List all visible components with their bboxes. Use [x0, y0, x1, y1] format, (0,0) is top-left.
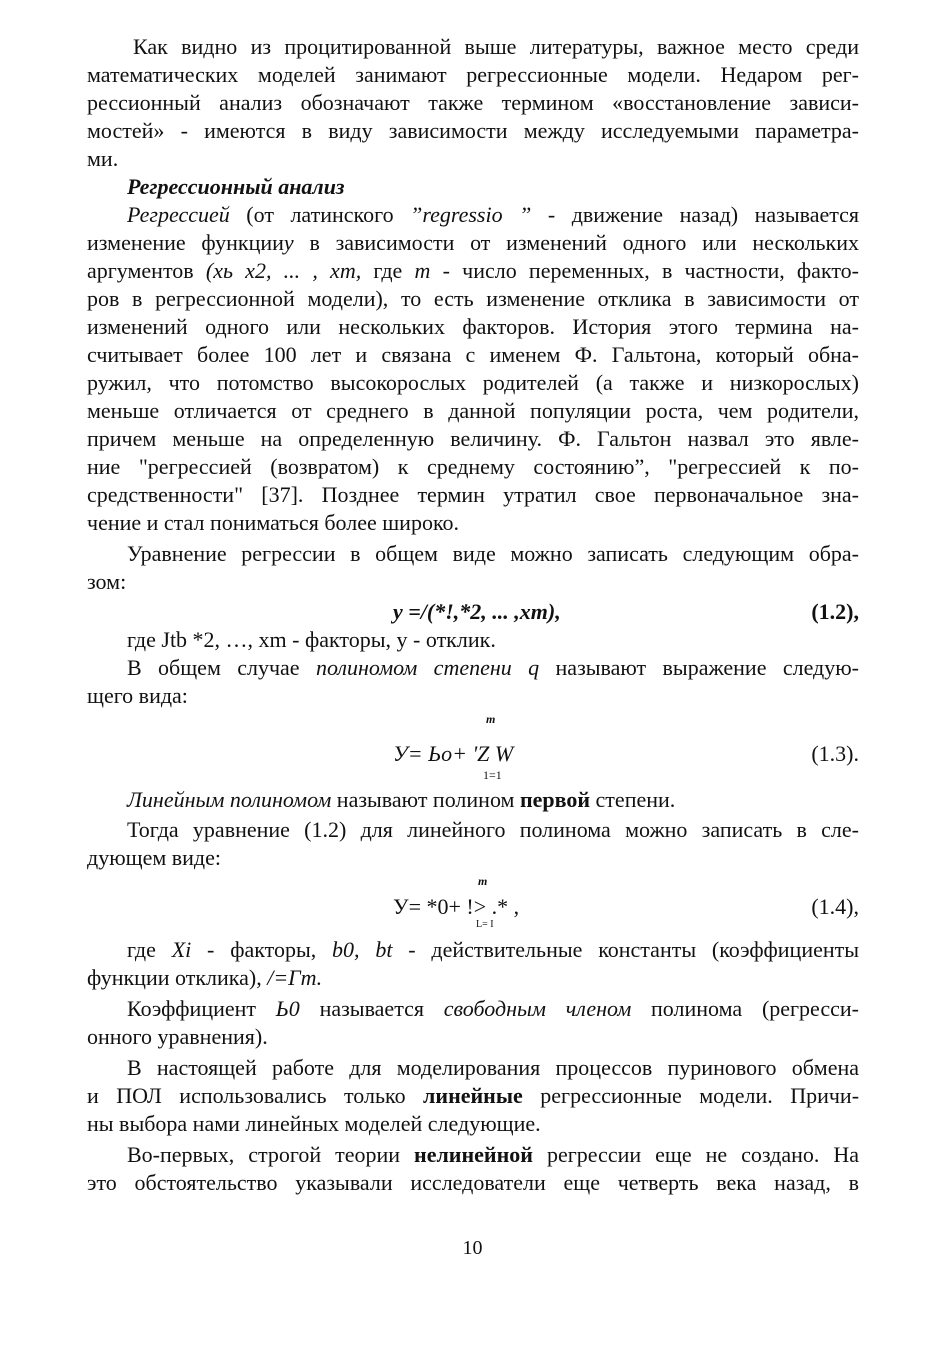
paragraph-line: В настоящей работе для моделирования процессов пуринового обмена — [127, 1055, 859, 1080]
paragraph-line: причем меньше на определенную величину. Ф. Гальтон назвал это явле- — [87, 426, 859, 451]
paragraph-line: ров в регрессионной модели), то есть изменение отклика в зависимости от — [87, 286, 859, 311]
paragraph-line: Уравнение регрессии в общем виде можно записать следующим обра- — [127, 541, 859, 566]
paragraph-line: это обстоятельство указывали исследователи еще четверть века назад, в — [87, 1170, 859, 1195]
equation-1-2: y =/(*!,*2, ... ,xm), — [393, 599, 561, 624]
sum-lower-limit: L= I — [476, 919, 494, 930]
sum-lower-limit: 1=1 — [483, 768, 502, 782]
paragraph-line: где Xi - факторы, b0, bt - действительные константы (коэффициенты — [127, 937, 860, 962]
paragraph-line: считывает более 100 лет и связана с именем Ф. Гальтона, который обна- — [87, 342, 859, 367]
sum-upper-limit: m — [478, 874, 488, 888]
paragraph-line: Регрессией (от латинского ”regressio ” - движение назад) называется — [127, 202, 860, 227]
paragraph-line: Линейным полиномом называют полином первой степени. — [127, 787, 676, 812]
paragraph-line: ние "регрессией (возвратом) к среднему состоянию”, "регрессией к по- — [87, 454, 859, 479]
page-number: 10 — [462, 1237, 483, 1259]
section-heading: Регрессионный анализ — [127, 174, 345, 199]
paragraph-line: Как видно из процитированной выше литературы, важное место среди — [133, 34, 859, 59]
paragraph-line: мостей» - имеются в виду зависимости между исследуемыми параметра- — [87, 118, 859, 143]
paragraph-line: ми. — [87, 146, 119, 171]
paragraph-line: и ПОЛ использовались только линейные регрессионные модели. Причи- — [87, 1083, 860, 1108]
paragraph-line: рессионный анализ обозначают также термином «восстановление зависи- — [87, 90, 859, 115]
equation-number: (1.3). — [811, 741, 859, 766]
term: Регрессией — [127, 202, 230, 227]
equation-number: (1.2), — [811, 599, 859, 624]
paragraph-line: изменений одного или нескольких факторов. История этого термина на- — [87, 314, 859, 339]
paragraph-line: онного уравнения). — [87, 1024, 268, 1049]
paragraph-line: где Jtb *2, …, xm - факторы, y - отклик. — [127, 627, 496, 652]
paragraph-line: зом: — [87, 569, 127, 594]
paragraph-line: изменение функцииy в зависимости от изменений одного или нескольких — [87, 230, 860, 255]
equation-1-4: У= *0+ !> .* , — [393, 894, 520, 919]
paragraph-line: ны выбора нами линейных моделей следующие. — [87, 1111, 541, 1136]
paragraph-line: меньше отличается от среднего в данной популяции роста, чем родители, — [87, 398, 859, 423]
paragraph-line: Коэффициент Ь0 называется свободным членом полинома (регресси- — [127, 996, 859, 1021]
paragraph-line: математических моделей занимают регрессионные модели. Недаром рег- — [87, 62, 859, 87]
paragraph-line: Во-первых, строгой теории нелинейной регрессии еще не создано. На — [127, 1142, 860, 1167]
paragraph-line: функции отклика), /=Гm. — [87, 965, 323, 990]
sum-upper-limit: m — [486, 712, 496, 726]
paragraph-line: Тогда уравнение (1.2) для линейного полинома можно записать в сле- — [127, 817, 859, 842]
paragraph-line: дующем виде: — [87, 845, 221, 870]
paragraph-line: аргументов (xь x2, ... , xm, где m - число переменных, в частности, факто- — [87, 258, 859, 283]
equation-number: (1.4), — [811, 894, 859, 919]
paragraph-line: средственности" [37]. Позднее термин утратил свое первоначальное зна- — [87, 482, 859, 507]
paragraph-line: чение и стал пониматься более широко. — [87, 510, 460, 535]
equation-1-3: У= Ьо+ 'Z W — [393, 741, 514, 766]
paragraph-line: ружил, что потомство высокорослых родителей (а также и низкорослых) — [87, 370, 859, 395]
paragraph-line: В общем случае полиномом степени q называют выражение следую- — [127, 655, 859, 680]
paragraph-line: щего вида: — [87, 683, 188, 708]
